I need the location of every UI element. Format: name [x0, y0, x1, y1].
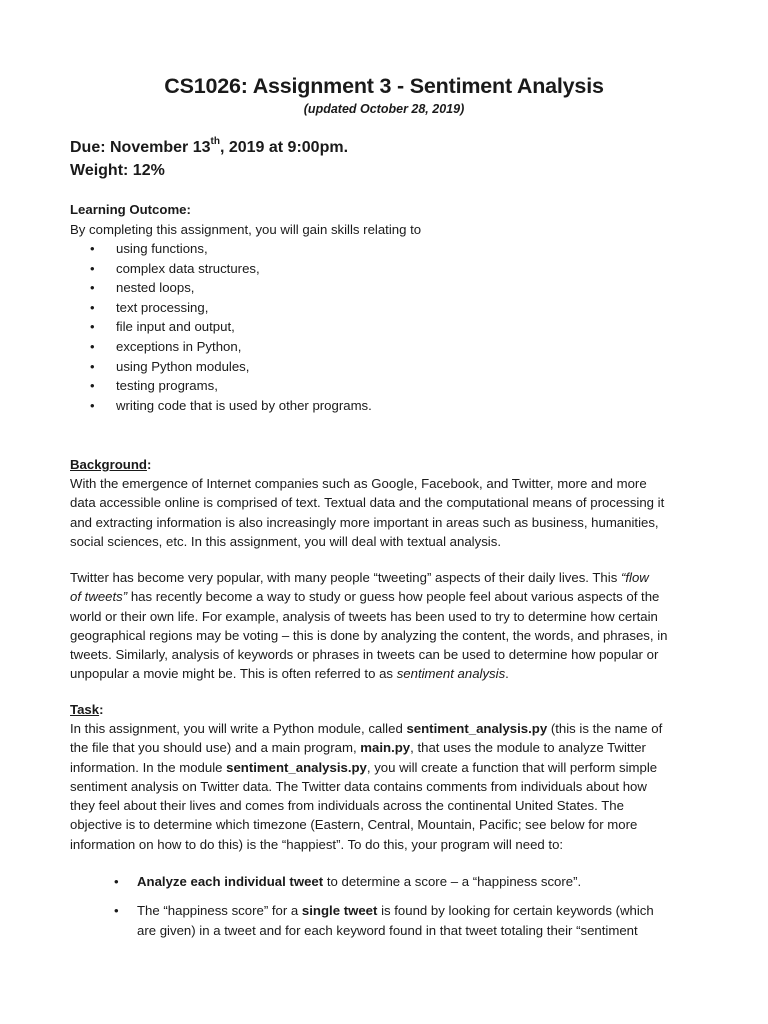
list-item — [70, 239, 372, 259]
paragraph-line: information on how to do this) is the “happiest”. To do this, your program will need to: — [70, 836, 564, 852]
list-item — [70, 259, 372, 279]
paragraph-line — [70, 758, 710, 777]
bullet-icon: • — [114, 903, 119, 919]
task-heading-colon: : — [99, 702, 104, 717]
bold-text: Analyze each individual tweet — [137, 874, 324, 889]
due-date-ordinal: th — [210, 136, 220, 147]
bullet-icon: • — [90, 241, 95, 256]
list-item-text: writing code that is used by other programs. — [116, 397, 372, 413]
page-subtitle: (updated October 28, 2019) — [303, 102, 465, 116]
filename-text: main.py — [360, 740, 411, 756]
task-bullet-list — [70, 872, 710, 940]
text-run: to determine a score – a “happiness score”. — [323, 874, 582, 889]
text-run: , that uses the module to analyze Twitter — [410, 740, 646, 756]
text-run: information. In the module — [70, 759, 227, 775]
text-run: unpopular a movie might be. This is often referred to as — [70, 666, 397, 682]
learning-outcome-list — [70, 239, 372, 415]
emphasis-text: “flow — [620, 570, 649, 585]
text-run: has recently become a way to study or guess how people feel about various aspects of the — [127, 589, 660, 605]
text-run: Twitter has become very popular, with many people “tweeting” aspects of their daily lives. This — [70, 570, 621, 585]
paragraph-line — [137, 872, 710, 891]
text-run: The “happiness score” for a — [137, 903, 302, 919]
list-item — [70, 872, 710, 891]
text-run: is found by looking for certain keywords (which — [377, 903, 654, 919]
list-item-text: testing programs, — [116, 378, 218, 394]
paragraph-line: With the emergence of Internet companies such as Google, Facebook, and Twitter, more and more — [70, 476, 647, 491]
bullet-icon: • — [90, 358, 95, 374]
paragraph-line: sentiment analysis on Twitter data. The Twitter data contains comments from individuals about how — [70, 778, 647, 794]
paragraph-line — [70, 738, 710, 757]
paragraph-line: and extracting information is also increasingly more important in areas such as business, humanities, — [70, 514, 659, 530]
text-run: In this assignment, you will write a Python module, called — [70, 721, 407, 736]
emphasis-text: of tweets” — [70, 589, 128, 605]
bullet-icon: • — [90, 319, 95, 335]
paragraph-line: social sciences, etc. In this assignment, you will deal with textual analysis. — [70, 533, 501, 549]
background-paragraph-2 — [70, 568, 710, 684]
background-heading-text: Background — [70, 457, 147, 472]
background-heading-colon: : — [146, 457, 152, 472]
list-item — [70, 278, 372, 298]
task-heading — [70, 700, 104, 719]
filename-text: sentiment_analysis.py — [226, 759, 367, 775]
bullet-icon: • — [90, 299, 95, 315]
list-item — [70, 337, 372, 357]
due-date-suffix: , 2019 at 9:00pm. — [219, 139, 349, 156]
paragraph-line — [70, 587, 710, 606]
due-date-prefix: Due: November 13 — [70, 139, 211, 156]
paragraph-line: tweets. Similarly, analysis of keywords or phrases in tweets can be used to determine how popular or — [70, 647, 659, 663]
filename-text: sentiment_analysis.py — [406, 721, 548, 736]
text-run: , you will create a function that will perform simple — [366, 759, 658, 775]
bullet-icon: • — [90, 280, 95, 296]
list-item-text: using functions, — [116, 241, 208, 256]
bullet-icon: • — [90, 260, 95, 276]
paragraph-line: they feel about their lives and comes from individuals across the continental United States. The — [70, 798, 624, 814]
text-run: (this is the name of — [547, 721, 663, 736]
bullet-icon: • — [90, 378, 95, 394]
task-heading-text: Task — [70, 702, 100, 717]
list-item-text: nested loops, — [116, 280, 195, 296]
bullet-icon: • — [114, 874, 119, 889]
list-item-text: text processing, — [116, 299, 209, 315]
due-date — [70, 136, 349, 157]
bullet-icon: • — [90, 397, 95, 413]
paragraph-line: objective is to determine which timezone (Eastern, Central, Mountain, Pacific; see below for more — [70, 817, 638, 833]
list-item — [70, 298, 372, 318]
list-item — [70, 901, 710, 940]
paragraph-line: world or their own life. For example, analysis of tweets has been used to try to determine how certain — [70, 608, 658, 624]
background-paragraph-1 — [70, 474, 710, 551]
emphasis-text: sentiment analysis — [396, 666, 506, 682]
paragraph-line — [70, 568, 710, 587]
paragraph-line: geographical regions may be voting – this is done by analyzing the content, the words, and phrases, in — [70, 627, 668, 643]
paragraph-line — [70, 664, 710, 683]
list-item — [70, 396, 372, 416]
task-paragraph — [70, 719, 710, 854]
paragraph-line: are given) in a tweet and for each keyword found in that tweet totaling their “sentiment — [137, 922, 638, 938]
learning-outcome-heading: Learning Outcome: — [70, 202, 191, 217]
list-item — [70, 317, 372, 337]
paragraph-line — [137, 901, 710, 920]
list-item — [70, 376, 372, 396]
list-item — [70, 357, 372, 377]
weight: Weight: 12% — [70, 162, 165, 179]
paragraph-line — [70, 719, 710, 738]
list-item-text: file input and output, — [116, 319, 235, 335]
text-run: the file that you should use) and a main program, — [70, 740, 361, 756]
background-heading — [70, 455, 151, 474]
text-run: . — [505, 666, 509, 682]
learning-outcome-intro: By completing this assignment, you will gain skills relating to — [70, 222, 422, 237]
bold-text: single tweet — [301, 903, 378, 919]
list-item-text: exceptions in Python, — [116, 338, 242, 354]
page-title: CS1026: Assignment 3 - Sentiment Analysis — [164, 74, 604, 98]
paragraph-line: data accessible online is comprised of text. Textual data and the computational means of processing it — [70, 495, 665, 511]
list-item-text: complex data structures, — [116, 260, 260, 276]
bullet-icon: • — [90, 338, 95, 354]
list-item-text: using Python modules, — [116, 358, 250, 374]
